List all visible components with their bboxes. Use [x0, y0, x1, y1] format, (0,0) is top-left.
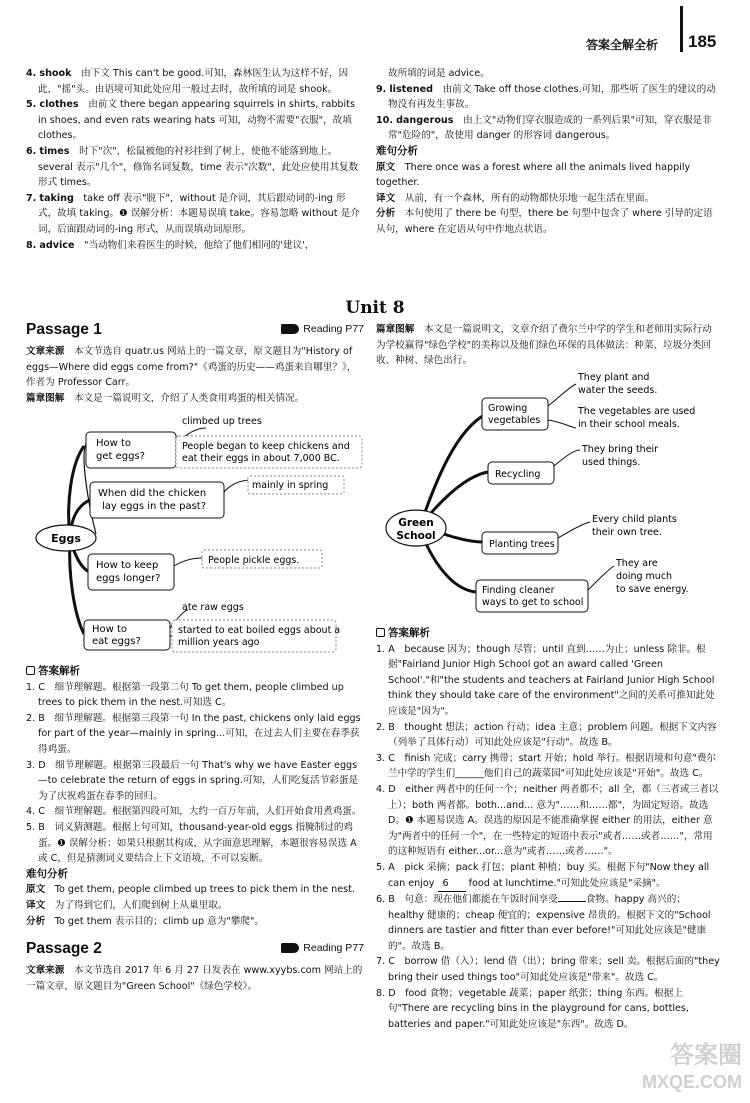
- answer-item: 5. B 词义猜测题。根据上句可知，thousand-year-old eggs 指腌制过的鸡蛋。❶ 误解分析：如果只根据其构成，从字面意思理解，本题很容易误选 A 或 C，但是猜测词义要结合上下文语境，不可以妄断。: [26, 821, 357, 865]
- answer-item: 7. taking take off 表示"脱下"，without 是介词，其后跟动词的-ing 形式，故填 taking。❶ 误解分析：本题易误填 take。容易忽略 without 是介词，后面跟动词的-ing 形式，从而误填动词原形。: [26, 192, 360, 235]
- answer-item: 1. A because 因为；though 尽管；until 直到……为止；unless 除非。根据"Fairland Junior High School got an award called 'Green School'."和"the students and teachers at Fairland Junior High School think they should take care of the environment"之间的关系可推知此处应该是"因为"。: [376, 643, 715, 717]
- analysis: 分析 To get them 表示目的；climb up 意为"攀爬"。: [26, 915, 264, 927]
- leaf-label: They bring their used things.: [582, 444, 659, 468]
- answer-item: 5. A pick 采摘；pack 打包；plant 种植；buy 买。根据下句"Now they all can enjoy 6 food at lunchtime."可知此处应该是"采摘"。: [376, 860, 720, 892]
- unit-title: Unit 8: [345, 298, 405, 318]
- answer-item: 4. shook 由下文 This can't be good.可知，森林医生认为这样不好，因此，"摇"头。由语境可知此处应用一般过去时，故所填的词是 shook。: [26, 68, 349, 95]
- answer-blank: 6: [438, 876, 466, 893]
- answer-item: 2. B 细节理解题。根据第三段第一句 In the past, chickens only laid eggs for part of the year—mainly in spring...可知，在过去人们主要在春季获得鸡蛋。: [26, 712, 361, 755]
- pointing-hand-icon: [281, 943, 299, 953]
- passage2-mindmap: [376, 370, 720, 622]
- section-label: 答案全解全析: [585, 38, 658, 52]
- center-label: Eggs: [51, 532, 81, 545]
- page-number: 185: [688, 32, 717, 51]
- center-label: Green School: [396, 517, 436, 542]
- passage1-diagram-intro: 篇章图解 本文是一篇说明文，介绍了人类食用鸡蛋的相关情况。: [26, 392, 305, 404]
- branch-label: How to get eggs?: [96, 438, 145, 462]
- passage1-reading-ref: Reading P77: [281, 322, 364, 338]
- lock-icon: [26, 666, 35, 675]
- passage2-title: Passage 2: [26, 940, 102, 958]
- answer-item: 3. C finish 完成；carry 携带；start 开始；hold 举行。根据语境和句意"费尔兰中学的学生们______他们自己的蔬菜园"可知此处应该是"开始"。故选 C。: [376, 752, 717, 780]
- answer-item: 4. D either 两者中的任何一个；neither 两者都不；all 全，都（三者或三者以上）；both 两者都。both...and... 意为"……和……都"，为固定短语。故选 D。❶ 本题易误选 A。误选的原因是不能准确掌握 either 的用法，either 意为"两者中的任何一个"，在一些特定的短语中表示"或者……或者……"，常用的这种短语有 either...or...意为"或者……或者……"。: [376, 783, 719, 858]
- header-divider: [680, 6, 683, 52]
- original-sentence: 原文 To get them, people climbed up trees to pick them in the nest.: [26, 884, 355, 896]
- answer-item: 10. dangerous 由上文"动物们穿衣服造成的一系列后果"可知，穿衣服是非常"危险的"，故使用 danger 的形容词 dangerous。: [376, 114, 712, 142]
- branch-label: How to eat eggs?: [92, 624, 141, 647]
- branch-label: How to keep eggs longer?: [96, 560, 161, 584]
- passage2-source: 文章来源 本文节选自 2017 年 6 月 27 日发表在 www.xyybs.com 网站上的一篇文章，原文题目为"Green School"《绿色学校》。: [26, 965, 363, 992]
- leaf-label: People pickle eggs.: [208, 555, 300, 566]
- answers-title: 答案解析: [26, 664, 364, 680]
- answer-blank: [558, 901, 586, 902]
- answer-item: 8. D food 食物；vegetable 蔬菜；paper 纸张；thing 东西。根据上句"There are recycling bins in the playground for cans, bottles, batteries and paper."可知此处应该是"东西"。故选 D。: [376, 987, 689, 1030]
- passage1-mindmap: [26, 414, 366, 654]
- answer-item: 4. C 细节理解题。根据第四段可知，大约一百万年前，人们开始食用煮鸡蛋。: [26, 806, 362, 818]
- passage2-diagram-intro-block: [376, 322, 720, 369]
- branch-label: Finding cleaner ways to get to school: [482, 585, 584, 608]
- passage2-diagram-intro: 篇章图解 本文是一篇说明文，文章介绍了费尔兰中学的学生和老师用实际行动为学校赢得"绿色学校"的美称以及他们绿色环保的具体做法：种菜、垃圾分类回收、种树、绿色出行。: [376, 324, 712, 367]
- lock-icon: [376, 628, 385, 637]
- leaf-label: ate raw eggs: [182, 602, 244, 613]
- original-sentence: 原文 There once was a forest where all the animals lived happily together.: [376, 161, 691, 189]
- difficult-sentence-title: 难句分析: [26, 867, 68, 880]
- answer-item: 8. advice "当动物们来看医生的时候，他给了他们相同的'建议'，: [26, 239, 315, 251]
- passage1-answers: [26, 664, 364, 994]
- analysis: 分析 本句使用了 there be 句型，there be 句型中包含了 where 引导的定语从句，where 在定语从句中作地点状语。: [376, 208, 713, 235]
- pointing-hand-icon: [281, 324, 299, 334]
- difficult-sentence-title: 难句分析: [376, 144, 418, 157]
- leaf-label: People began to keep chickens and eat their eggs in about 7,000 BC.: [182, 441, 350, 464]
- leaf-label: Every child plants their own tree.: [592, 514, 677, 538]
- watermark-logo: 答案圈 MXQE.COM: [641, 1042, 742, 1092]
- answer-item: 3. D 细节理解题。根据第三段最后一句 That's why we have Easter eggs—to celebrate the return of eggs in spring.可知，人们吃复活节彩蛋是为了庆祝鸡蛋在春季的回归。: [26, 759, 359, 802]
- branch-label: Planting trees: [489, 539, 555, 550]
- answer-item: 7. C borrow 借（入）；lend 借（出）；bring 带来；sell 卖。根据后面的"they bring their used things too"可知此处应该是"带来"。故选 C。: [376, 956, 720, 984]
- answer-continuation: 故所填的词是 advice。: [388, 68, 490, 79]
- translation: 译文 为了得到它们，人们爬到树上从巢里取。: [26, 899, 228, 911]
- passage1-source: 文章来源 本文节选自 quatr.us 网站上的一篇文章，原文题目为"History of eggs—Where did eggs come from?"《鸡蛋的历史——鸡蛋来自哪里？》，作者为 Professor Carr。: [26, 346, 357, 389]
- answer-item: 1. C 细节理解题。根据第一段第二句 To get them, people climbed up trees to pick them in the nest.可知选 C。: [26, 681, 344, 709]
- leaf-label: They plant and water the seeds.: [578, 372, 658, 396]
- answer-item: 6. times 时下"次"，松鼠被他的衬衫挂到了树上，使他不能落到地上。several 表示"几个"，修饰名词复数，time 表示"次数"，此处应使用其复数形式 times。: [26, 145, 359, 189]
- answer-item: 2. B thought 想法；action 行动；idea 主意；problem 问题。根据下文内容（列举了具体行动）可知此处应该是"行动"。故选 B。: [376, 721, 717, 749]
- leaf-label: climbed up trees: [182, 416, 262, 427]
- passage2-answers: [376, 626, 720, 1032]
- leaf-label: They are doing much to save energy.: [616, 558, 689, 595]
- answers-title: 答案解析: [376, 626, 720, 642]
- translation: 译文 从前，有一个森林，所有的动物都快乐地一起生活在里面。: [376, 192, 655, 204]
- prev-answers-left: [26, 66, 364, 253]
- branch-label: Growing vegetables: [488, 403, 541, 426]
- answer-item: 5. clothes 由前文 there began appearing squirrels in shirts, rabbits in shoes, and even rats wearing hats 可知，动物不需要"衣服"，故填 clothes。: [26, 99, 355, 142]
- answer-item: 9. listened 由前文 Take off those clothes.可知，那些听了医生的建议的动物没有再发生事故。: [376, 83, 716, 111]
- branch-label: When did the chicken lay eggs in the past?: [98, 488, 207, 512]
- passage1-header: [26, 322, 364, 406]
- leaf-label: started to eat boiled eggs about a million years ago: [178, 625, 341, 648]
- leaf-label: The vegetables are used in their school meals.: [578, 406, 696, 430]
- answer-item: 6. B 句意：现在他们都能在午饭时间享受 食物。happy 高兴的；healthy 健康的；cheap 便宜的；expensive 昂贵的。根据下文的"School dinners are tastier and fitter than ever before!"可知此处应该是"健康的"。故选 B。: [376, 894, 711, 952]
- prev-answers-right: [376, 66, 720, 238]
- leaf-label: mainly in spring: [252, 480, 329, 491]
- passage2-reading-ref: Reading P77: [281, 941, 364, 957]
- branch-label: Recycling: [495, 469, 541, 480]
- passage1-title: Passage 1: [26, 321, 102, 338]
